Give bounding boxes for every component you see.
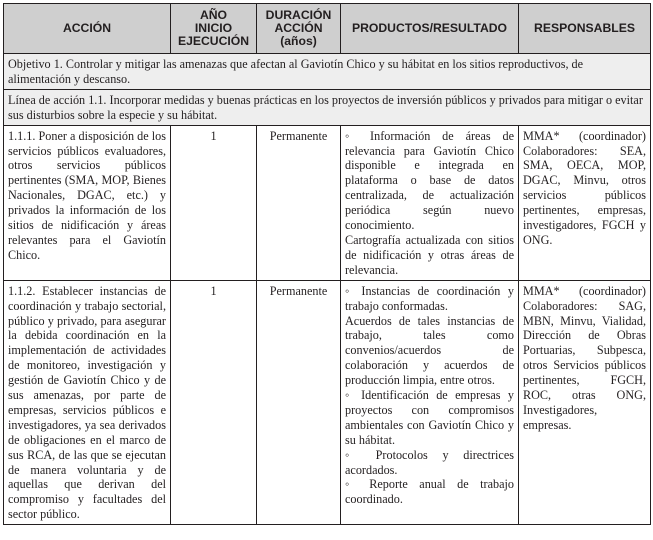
producto-item: ◦ Protocolos y directrices acordados. [345, 447, 514, 477]
table-header [4, 4, 651, 54]
table-row [4, 280, 651, 525]
col-header-anio-line1: AÑO [199, 8, 228, 22]
action-line-row [4, 89, 651, 125]
col-header-productos: PRODUCTOS/RESULTADO [341, 4, 519, 54]
objective-row [4, 54, 651, 90]
col-header-responsables: RESPONSABLES [519, 4, 651, 54]
producto-item: ◦ Identificación de empresas y proyectos con compromisos ambientales con Gaviotín Chico y su hábitat. [345, 388, 514, 447]
duracion-cell: Permanente [257, 280, 341, 525]
objective-text: Objetivo 1. Controlar y mitigar las amenazas que afectan al Gaviotín Chico y su hábitat en los sitios reproductivos, de alimentación y descanso. [4, 54, 651, 90]
col-header-duracion-line2: ACCIÓN [274, 21, 323, 35]
responsables-cell: MMA* (coordinador) Colaboradores: SAG, MBN, Minvu, Vialidad, Dirección de Obras Portuarias, Subpesca, otros Servicios públicos pertinentes, FGCH, ROC, otras ONG, Investigadores, empresas. [519, 280, 651, 525]
accion-cell: 1.1.2. Establecer instancias de coordinación y trabajo sectorial, público y privado, para asegurar la debida coordinación en la implementación de actividades de monitoreo, investigación y gestión de Gaviotín Chico y de sus amenazas, por parte de empresas, servicios públicos e investigadores, ya sea derivados de obligaciones en el marco de sus RCA, de las que se ejecutan de manera voluntaria y de aquellas que derivan del compromiso y facultades del sector público. [4, 280, 171, 525]
col-header-duracion-line3: (años) [280, 34, 317, 48]
col-header-anio-line3: EJECUCIÓN [177, 34, 250, 48]
producto-item: ◦ Instancias de coordinación y trabajo conformadas. [345, 283, 514, 313]
producto-item: Cartografía actualizada con sitios de nidificación y otras áreas de relevancia. [345, 232, 514, 277]
col-header-anio-line2: INICIO [194, 21, 233, 35]
col-header-duracion [257, 4, 341, 54]
productos-cell [341, 125, 519, 280]
anio-cell: 1 [171, 280, 257, 525]
producto-item: ◦ Reporte anual de trabajo coordinado. [345, 477, 514, 507]
col-header-anio [171, 4, 257, 54]
productos-cell [341, 280, 519, 525]
action-line-text: Línea de acción 1.1. Incorporar medidas y buenas prácticas en los proyectos de inversión públicos y privados para mitigar o evitar sus disturbios sobre la especie y su hábitat. [4, 89, 651, 125]
producto-item: ◦ Información de áreas de relevancia para Gaviotín Chico disponible e integrada en plataforma o base de datos centralizada, de actualización periódica según nuevo conocimiento. [345, 128, 514, 233]
action-plan-table [3, 3, 651, 525]
producto-item: Acuerdos de tales instancias de trabajo, tales como convenios/acuerdos de colaboración y acuerdos de producción limpia, entre otros. [345, 313, 514, 388]
accion-cell: 1.1.1. Poner a disposición de los servicios públicos evaluadores, otros servicios públicos pertinentes (SMA, MOP, Bienes Nacionales, DGAC, etc.) y privados la información de los sitios de nidificación y áreas relevantes para el Gaviotín Chico. [4, 125, 171, 280]
responsables-cell: MMA* (coordinador) Colaboradores: SEA, SMA, OECA, MOP, DGAC, Minvu, otros servicios públicos pertinentes, empresas, investigadores, FGCH y ONG. [519, 125, 651, 280]
col-header-accion: ACCIÓN [4, 4, 171, 54]
col-header-duracion-line1: DURACIÓN [265, 8, 332, 22]
duracion-cell: Permanente [257, 125, 341, 280]
anio-cell: 1 [171, 125, 257, 280]
table-row [4, 125, 651, 280]
